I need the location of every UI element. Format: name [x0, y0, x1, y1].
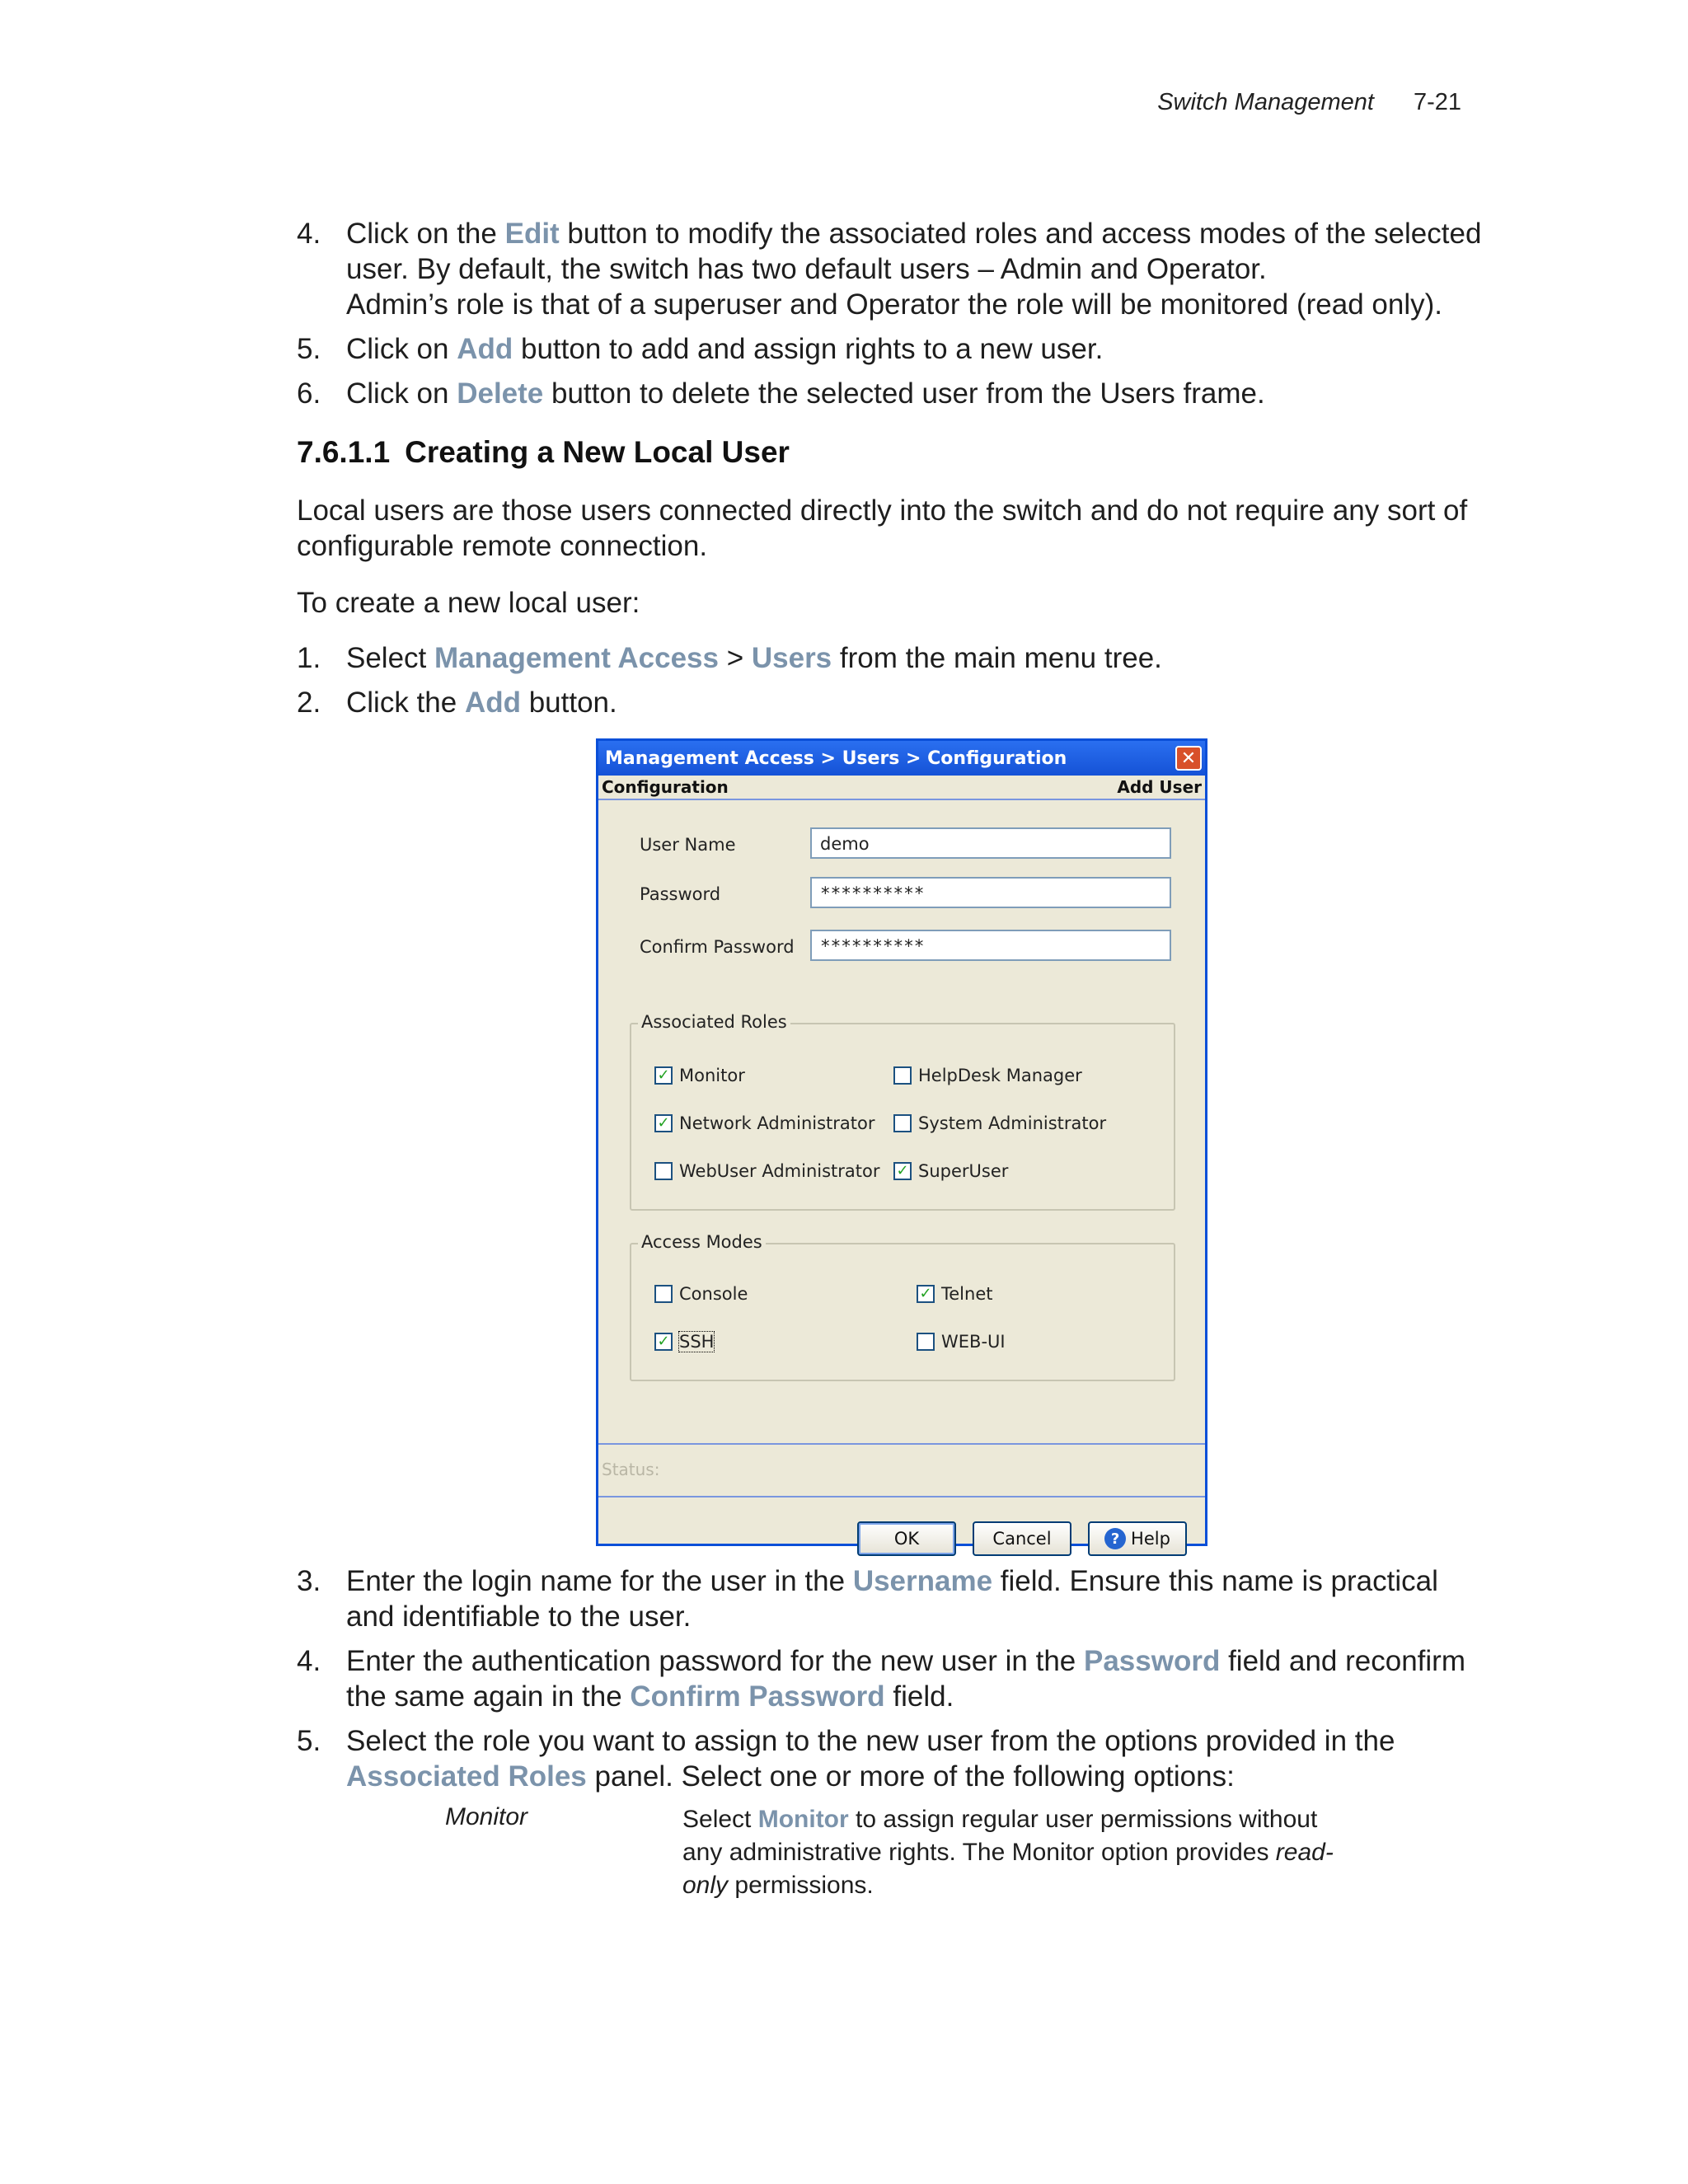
ok-button[interactable]: OK — [857, 1521, 956, 1556]
section-title: Creating a New Local User — [405, 435, 790, 469]
dialog-titlebar — [598, 741, 1205, 776]
step-enter-username — [297, 1563, 1492, 1634]
checkbox-empty-icon — [654, 1285, 673, 1303]
ui-term-username: Username — [852, 1565, 993, 1597]
step-text: button. — [520, 687, 617, 719]
step-enter-password — [297, 1643, 1492, 1714]
lead-paragraph: To create a new local user: — [297, 587, 640, 619]
step-text: Select the role you want to assign to the new user from the options provided in the — [346, 1725, 1395, 1757]
step-text: Enter the authentication password for the new user in the — [346, 1645, 1084, 1677]
ui-term-add: Add — [457, 333, 513, 365]
checkbox-label: Monitor — [679, 1066, 745, 1085]
step-number: 1. — [297, 642, 321, 674]
checkbox-monitor[interactable] — [654, 1066, 745, 1085]
step-text: button to modify the associated roles and access modes of the selected user. By default, the switch has two default users – Admin and Operator. — [346, 218, 1482, 285]
ui-term-users: Users — [751, 642, 832, 674]
checkbox-empty-icon — [893, 1066, 912, 1085]
section-number: 7.6.1.1 — [297, 435, 391, 469]
ui-term-monitor: Monitor — [757, 1806, 849, 1833]
status-area — [598, 1443, 1205, 1497]
username-input[interactable]: demo — [810, 827, 1171, 859]
step-number: 4. — [297, 218, 321, 250]
checkbox-webuser-administrator[interactable] — [654, 1161, 879, 1181]
section-heading — [297, 435, 790, 470]
step-number: 6. — [297, 377, 321, 410]
access-modes-group — [630, 1232, 1175, 1381]
dialog-content — [598, 800, 1205, 1427]
step-text: Click on — [346, 333, 457, 365]
step-text: from the main menu tree. — [832, 642, 1162, 674]
checkbox-label: Telnet — [941, 1284, 993, 1304]
step-text: Click on the — [346, 218, 505, 250]
ui-term-password: Password — [1083, 1645, 1221, 1677]
running-header — [1157, 89, 1461, 116]
checkmark-icon: ✓ — [654, 1333, 673, 1351]
step-number: 4. — [297, 1645, 321, 1677]
step-number: 3. — [297, 1565, 321, 1597]
close-icon[interactable]: ✕ — [1175, 746, 1202, 771]
confirm-password-input[interactable]: ********** — [810, 930, 1171, 961]
add-user-dialog — [596, 738, 1207, 1549]
status-label: Status: — [602, 1460, 660, 1479]
ui-term-add: Add — [464, 687, 521, 719]
step-text: Admin’s role is that of a superuser and Operator the role will be monitored (read only). — [346, 288, 1443, 321]
step-text: Select — [346, 642, 434, 674]
checkbox-web-ui[interactable] — [917, 1332, 1006, 1352]
help-icon: ? — [1104, 1528, 1126, 1549]
help-button[interactable] — [1088, 1521, 1187, 1556]
access-modes-legend: Access Modes — [638, 1232, 766, 1252]
checkbox-empty-icon — [893, 1114, 912, 1132]
checkbox-label: HelpDesk Manager — [918, 1066, 1082, 1085]
step-text: button to delete the selected user from the Users frame. — [543, 377, 1265, 410]
step-text: Click on — [346, 377, 457, 410]
checkbox-label: WEB-UI — [941, 1332, 1006, 1352]
header-section-title: Switch Management — [1157, 89, 1374, 115]
ui-term-edit: Edit — [504, 218, 560, 250]
step-number: 5. — [297, 333, 321, 365]
dialog-bar-right: Add User — [1117, 777, 1202, 797]
definition-text: to assign regular user permissions without any administrative rights. The Monitor option provides — [682, 1806, 1318, 1866]
definition-description — [682, 1803, 1342, 1902]
header-page-number: 7-21 — [1413, 89, 1461, 115]
checkmark-icon: ✓ — [893, 1162, 912, 1180]
step-text: field. Ensure this name is practical and identifiable to the user. — [346, 1565, 1438, 1633]
checkbox-label: Network Administrator — [679, 1113, 875, 1133]
step-text: button to add and assign rights to a new user. — [513, 333, 1104, 365]
step-edit — [297, 216, 1492, 322]
associated-roles-legend: Associated Roles — [638, 1012, 790, 1032]
step-text: Enter the login name for the user in the — [346, 1565, 853, 1597]
step-delete — [297, 376, 1492, 411]
step-click-add — [297, 685, 1492, 720]
checkbox-label: SuperUser — [918, 1161, 1009, 1181]
dialog-body — [598, 776, 1205, 1549]
help-button-label: Help — [1131, 1529, 1170, 1549]
checkmark-icon: ✓ — [917, 1285, 935, 1303]
checkbox-label: Console — [679, 1284, 748, 1304]
associated-roles-group — [630, 1012, 1175, 1211]
definition-emphasis: read-only — [682, 1839, 1334, 1899]
step-text: panel. Select one or more of the following options: — [586, 1760, 1235, 1793]
checkbox-empty-icon — [654, 1162, 673, 1180]
step-number: 2. — [297, 687, 321, 719]
checkbox-system-administrator[interactable] — [893, 1113, 1106, 1133]
step-select-role — [297, 1723, 1492, 1794]
step-select — [297, 640, 1492, 676]
password-label: Password — [640, 884, 721, 904]
ui-term-delete: Delete — [457, 377, 544, 410]
step-number: 5. — [297, 1725, 321, 1757]
confirm-password-label: Confirm Password — [640, 937, 795, 957]
intro-paragraph: Local users are those users connected directly into the switch and do not require any sort of configurable remote connection. — [297, 494, 1468, 562]
checkbox-console[interactable] — [654, 1284, 748, 1304]
dialog-title: Management Access > Users > Configuration — [605, 748, 1067, 769]
dialog-bar-left: Configuration — [602, 777, 729, 797]
ui-term-management-access: Management Access — [434, 642, 719, 674]
definition-term: Monitor — [445, 1803, 528, 1830]
ui-term-associated-roles: Associated Roles — [346, 1760, 587, 1793]
password-input[interactable]: ********** — [810, 877, 1171, 908]
checkmark-icon: ✓ — [654, 1114, 673, 1132]
username-label: User Name — [640, 835, 736, 855]
checkbox-empty-icon — [917, 1333, 935, 1351]
checkbox-label: WebUser Administrator — [679, 1161, 880, 1181]
checkbox-telnet[interactable] — [917, 1284, 992, 1304]
checkbox-label: System Administrator — [918, 1113, 1107, 1133]
checkbox-label: SSH — [679, 1332, 715, 1352]
checkbox-superuser[interactable] — [893, 1161, 1008, 1181]
checkmark-icon: ✓ — [654, 1066, 673, 1085]
definition-text: Select — [682, 1806, 758, 1833]
dialog-header-bar — [598, 776, 1205, 800]
cancel-button[interactable]: Cancel — [973, 1521, 1071, 1556]
step-text: field and reconfirm the same again in the — [346, 1645, 1465, 1713]
checkbox-ssh[interactable] — [654, 1332, 714, 1352]
step-add — [297, 331, 1492, 367]
checkbox-network-administrator[interactable] — [654, 1113, 875, 1133]
step-text: > — [718, 642, 752, 674]
ui-term-confirm-password: Confirm Password — [630, 1680, 885, 1713]
step-text: field. — [884, 1680, 954, 1713]
step-text: Click the — [346, 687, 465, 719]
checkbox-helpdesk-manager[interactable] — [893, 1066, 1082, 1085]
definition-text: permissions. — [728, 1872, 874, 1899]
